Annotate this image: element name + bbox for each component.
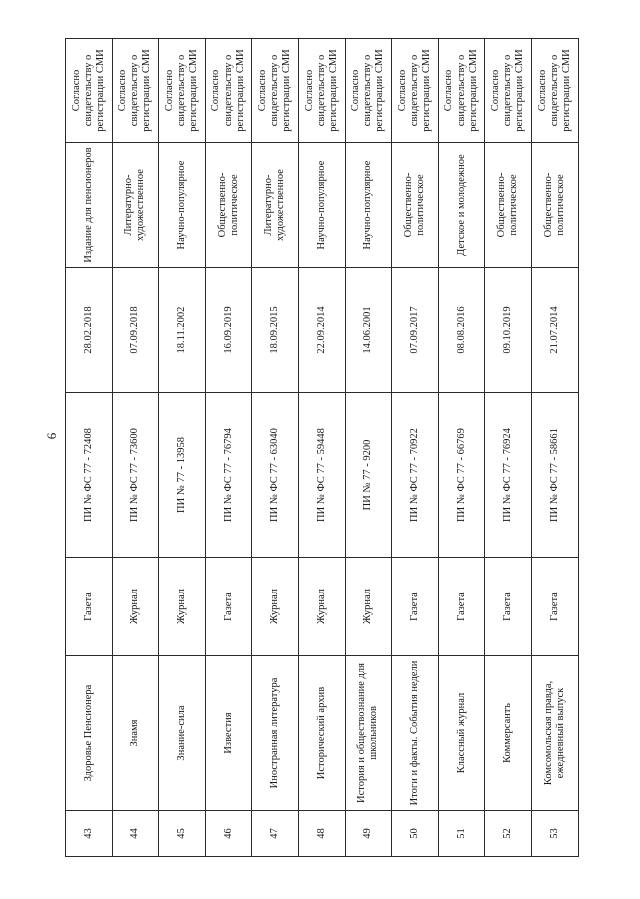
publication-topic: Литературно-художественное [112,143,159,268]
registration-note: Согласно свидетельству о регистрации СМИ [392,39,439,143]
table-row [438,39,485,857]
registration-date: 18.11.2002 [159,268,206,393]
table-row [485,39,532,857]
registration-date: 18.09.2015 [252,268,299,393]
table-row [298,39,345,857]
registration-number: ПИ № ФС 77 - 66769 [438,393,485,558]
row-number: 44 [112,811,159,857]
registration-number: ПИ № ФС 77 - 72408 [66,393,113,558]
table-row [531,39,578,857]
registration-number: ПИ № 77 - 13958 [159,393,206,558]
registration-number: ПИ № ФС 77 - 63040 [252,393,299,558]
publication-topic: Литературно-художественное [252,143,299,268]
row-number: 53 [531,811,578,857]
table-row [159,39,206,857]
registration-note: Согласно свидетельству о регистрации СМИ [205,39,252,143]
row-number: 50 [392,811,439,857]
registration-number: ПИ № ФС 77 - 59448 [298,393,345,558]
publication-type: Газета [66,558,113,656]
publication-topic: Детское и молодежное [438,143,485,268]
row-number: 51 [438,811,485,857]
registration-note: Согласно свидетельству о регистрации СМИ [159,39,206,143]
table-row [252,39,299,857]
publication-type: Газета [531,558,578,656]
publication-topic: Научно-популярное [159,143,206,268]
row-number: 52 [485,811,532,857]
publication-type: Газета [438,558,485,656]
registration-note: Согласно свидетельству о регистрации СМИ [345,39,392,143]
registration-note: Согласно свидетельству о регистрации СМИ [531,39,578,143]
publication-type: Газета [485,558,532,656]
registration-note: Согласно свидетельству о регистрации СМИ [485,39,532,143]
publication-topic: Общественно-политическое [531,143,578,268]
publication-topic: Общественно-политическое [205,143,252,268]
registration-date: 16.09.2019 [205,268,252,393]
registration-note: Согласно свидетельству о регистрации СМИ [112,39,159,143]
registration-number: ПИ № ФС 77 - 58661 [531,393,578,558]
publication-title: Знамя [112,656,159,811]
registration-number: ПИ № ФС 77 - 73600 [112,393,159,558]
page-number: 6 [44,432,59,440]
publication-type: Газета [392,558,439,656]
publication-title: Исторический архив [298,656,345,811]
registration-date: 14.06.2001 [345,268,392,393]
publication-title: История и обществознание для школьников [345,656,392,811]
registration-date: 22.09.2014 [298,268,345,393]
publication-type: Журнал [112,558,159,656]
publication-type: Журнал [159,558,206,656]
registration-date: 21.07.2014 [531,268,578,393]
row-number: 49 [345,811,392,857]
publication-type: Газета [205,558,252,656]
publication-title: Комсомольская правда, ежедневный выпуск [531,656,578,811]
publication-type: Журнал [345,558,392,656]
publication-topic: Общественно-политическое [392,143,439,268]
registration-number: ПИ № ФС 77 - 70922 [392,393,439,558]
registration-date: 09.10.2019 [485,268,532,393]
registration-number: ПИ № ФС 77 - 76794 [205,393,252,558]
row-number: 43 [66,811,113,857]
row-number: 48 [298,811,345,857]
registration-note: Согласно свидетельству о регистрации СМИ [252,39,299,143]
publication-title: Коммерсантъ [485,656,532,811]
table-row [392,39,439,857]
row-number: 46 [205,811,252,857]
publication-type: Журнал [298,558,345,656]
publication-topic: Научно-популярное [345,143,392,268]
publication-title: Итоги и факты. События недели [392,656,439,811]
registration-number: ПИ № 77 - 9200 [345,393,392,558]
publication-title: Известия [205,656,252,811]
rotated-table-block [65,39,578,857]
registration-date: 07.09.2017 [392,268,439,393]
table-row [205,39,252,857]
registration-note: Согласно свидетельству о регистрации СМИ [438,39,485,143]
registration-number: ПИ № ФС 77 - 76924 [485,393,532,558]
table-row [66,39,113,857]
registration-date: 07.09.2018 [112,268,159,393]
registration-date: 08.08.2016 [438,268,485,393]
publication-title: Здоровье Пенсионера [66,656,113,811]
media-registry-table [65,38,579,857]
publication-type: Журнал [252,558,299,656]
row-number: 47 [252,811,299,857]
row-number: 45 [159,811,206,857]
publication-title: Знание-сила [159,656,206,811]
publication-title: Классный журнал [438,656,485,811]
table-row [112,39,159,857]
registration-note: Согласно свидетельству о регистрации СМИ [66,39,113,143]
publication-topic: Издание для пенсионеров [66,143,113,268]
publication-topic: Общественно-политическое [485,143,532,268]
table-row [345,39,392,857]
registration-date: 28.02.2018 [66,268,113,393]
registration-note: Согласно свидетельству о регистрации СМИ [298,39,345,143]
publication-topic: Научно-популярное [298,143,345,268]
publication-title: Иностранная литература [252,656,299,811]
